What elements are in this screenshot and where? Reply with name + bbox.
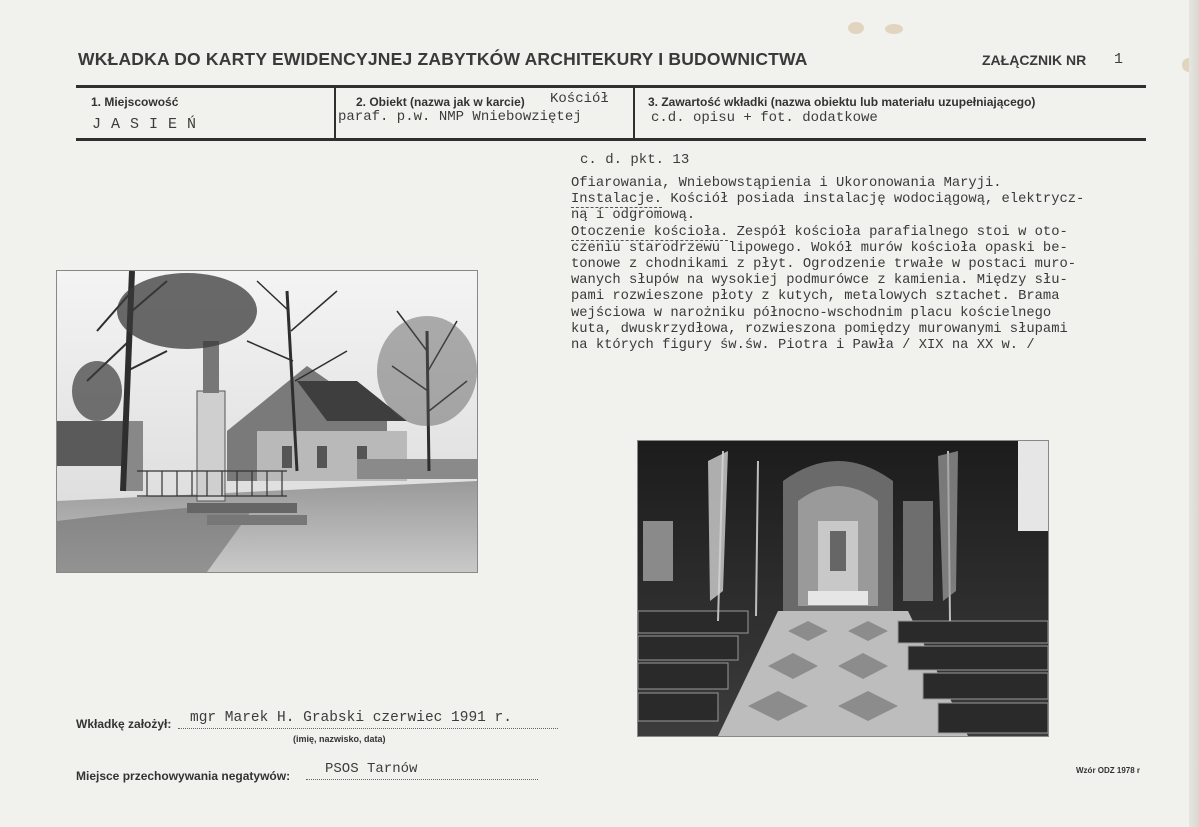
- paper-stain: [848, 22, 864, 34]
- description-line: na których figury św.św. Piotra i Pawła / XIX na XX w. /: [571, 338, 1035, 354]
- form-code: Wzór ODZ 1978 r: [1076, 766, 1141, 775]
- object-value-line1: Kościół: [550, 91, 609, 107]
- object-label: 2. Obiekt (nazwa jak w karcie): [356, 95, 525, 109]
- contents-label: 3. Zawartość wkładki (nazwa obiektu lub materiału uzupełniającego): [648, 95, 1036, 109]
- annex-label: ZAŁĄCZNIK NR: [982, 52, 1087, 68]
- description-line-installations: [571, 192, 1191, 208]
- storage-underline: [306, 779, 538, 780]
- interior-photo: [637, 440, 1049, 737]
- description-line: Ofiarowania, Wniebowstąpienia i Ukoronowania Maryji.: [571, 176, 1002, 191]
- description-line: kuta, dwuskrzydłowa, rozwieszona pomiędzy murowanymi słupami: [571, 321, 1068, 337]
- description-line: wejściowa w narożniku północno-wschodnim placu kościelnego: [571, 305, 1052, 321]
- storage-label: Miejsce przechowywania negatywów:: [76, 769, 291, 783]
- annex-number: 1: [1114, 51, 1124, 68]
- paper-stain: [1182, 58, 1196, 72]
- field-divider: [334, 86, 336, 140]
- surroundings-heading: Otoczenie kościoła.: [571, 224, 729, 240]
- field-divider: [633, 86, 635, 140]
- description-line: wanych słupów na wysokiej podmurówce z kamienia. Między słu-: [571, 273, 1068, 289]
- description-line: pami rozwieszone płoty z kutych, metalowych sztachet. Brama: [571, 289, 1060, 305]
- description-line: czeniu starodrzewu lipowego. Wokół murów kościoła opaski be-: [571, 240, 1068, 256]
- description-line: Zespół kościoła parafialnego stoi w oto-: [736, 224, 1068, 240]
- card-title: WKŁADKA DO KARTY EWIDENCYJNEJ ZABYTKÓW ARCHITEKURY I BUDOWNICTWA: [78, 49, 808, 69]
- header-top-rule: [76, 85, 1146, 88]
- paper-stain: [885, 24, 903, 34]
- description-line: Kościół posiada instalację wodociągową, elektrycz-: [670, 192, 1085, 208]
- author-underline: [178, 728, 558, 729]
- header-bottom-rule: [76, 138, 1146, 141]
- author-value: mgr Marek H. Grabski czerwiec 1991 r.: [190, 710, 512, 726]
- object-value-line2: paraf. p.w. NMP Wniebowziętej: [338, 109, 582, 125]
- locality-label: 1. Miejscowość: [91, 95, 179, 109]
- exterior-photo: [56, 270, 478, 573]
- description-text: [571, 176, 1191, 354]
- storage-value: PSOS Tarnów: [325, 761, 418, 777]
- description-line: tonowe z chodnikami z płyt. Ogrodzenie trwałe w postaci muro-: [571, 257, 1077, 273]
- description-line-surroundings: [571, 225, 1191, 241]
- author-label: Wkładkę założył:: [76, 717, 172, 731]
- locality-value: JASIEŃ: [92, 116, 207, 133]
- installations-heading: Instalacje.: [571, 192, 663, 208]
- continuation-note: c. d. pkt. 13: [580, 152, 690, 168]
- description-line: ną i odgromową.: [571, 208, 696, 224]
- author-hint: (imię, nazwisko, data): [293, 734, 386, 744]
- contents-value: c.d. opisu + fot. dodatkowe: [651, 110, 878, 126]
